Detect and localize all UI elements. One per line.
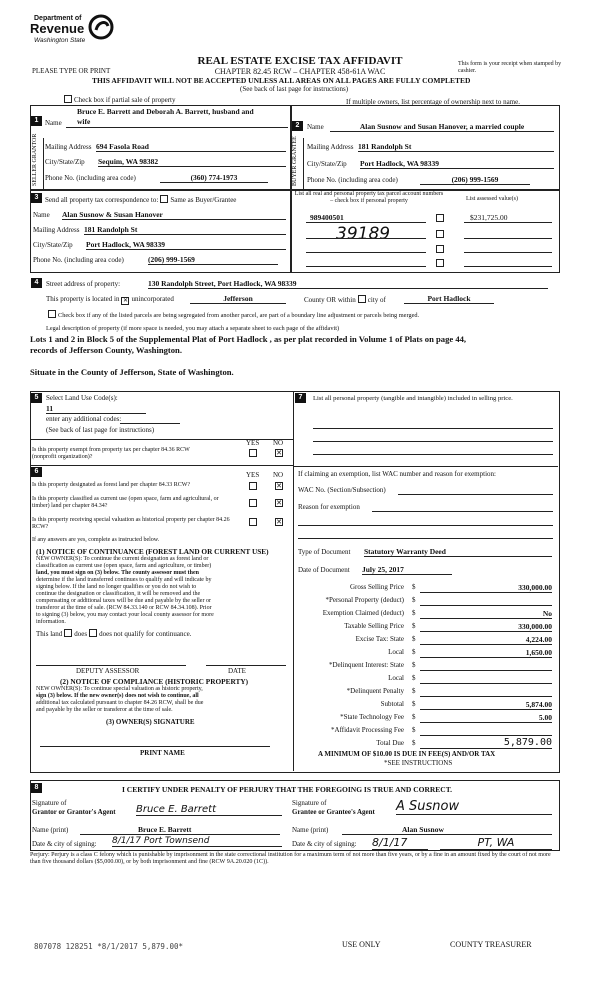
minimum-due-note: A MINIMUM OF $10.00 IS DUE IN FEE(S) AND/OR TAX — [318, 750, 496, 758]
exempt-no-checkbox[interactable]: ✕ — [276, 449, 282, 457]
fee-dollar: $ — [412, 674, 416, 682]
current-use-yes-checkbox[interactable] — [249, 499, 257, 507]
logo-dept-line: Department of — [34, 15, 82, 22]
document-date-label: Date of Document — [298, 566, 350, 574]
seller-mailing-label: Mailing Address — [45, 143, 92, 151]
same-as-buyer-checkbox[interactable] — [160, 195, 168, 203]
parcel-3-personal-checkbox[interactable] — [436, 245, 444, 253]
deputy-assessor-label: DEPUTY ASSESSOR — [76, 667, 140, 675]
parcel-4-personal-checkbox[interactable] — [436, 259, 444, 267]
historical-no-checkbox[interactable]: ✕ — [276, 518, 282, 526]
seller-city-value: Sequim, WA 98382 — [98, 157, 286, 167]
see-back-note: (See back of last page for instructions) — [240, 85, 349, 93]
fee-label-personal-property: *Personal Property (deduct) — [325, 596, 404, 604]
fee-dollar: $ — [412, 648, 416, 656]
seller-phone-value: (360) 774-1973 — [160, 173, 268, 183]
partial-sale-label: Check box if partial sale of property — [74, 96, 176, 104]
buyer-mailing-value: 181 Randolph St — [358, 142, 554, 152]
tax-phone-label: Phone No. (including area code) — [33, 256, 124, 264]
current-use-question: Is this property classified as current use (open space, farm and agricultural, or timber) land per chapter 84.34? — [32, 496, 219, 509]
fee-dollar: $ — [412, 687, 416, 695]
fee-value-exemption: No — [420, 609, 552, 619]
grantee-date: 8/1/17 — [372, 836, 428, 850]
s6-no-header: NO — [273, 471, 284, 479]
section-number-5: 5 — [31, 393, 42, 403]
grantee-name-value: Alan Susnow — [342, 825, 552, 835]
fee-label-interest-state: *Delinquent Interest: State — [328, 661, 404, 669]
fee-value-gross: 330,000.00 — [420, 583, 552, 593]
grantor-sig-label-1: Signature of — [32, 799, 67, 807]
notice-continuance-text: NEW OWNER(S): To continue the current designation as forest land or classification as current use (open space, farm and agriculture, or timber) land, you must sign on (3) below. The county assessor must then determine if the land transferred continues to qualify and will indicate by signing below. If the land no longer qualifies or you do not wish to continue the designation or classification, it will be removed and the compensating or additional taxes will be due and payable by the seller or transferor at the time of sale. (RCW 84.33.140 or RCW 84.34.108). Prior to signing (3) below, you may contact your local county assessor for more information. — [36, 556, 214, 625]
fee-label-excise-state: Excise Tax: State — [355, 635, 404, 643]
exemption-claim-label: If claiming an exemption, list WAC number and reason for exemption: — [298, 470, 496, 478]
city-of-checkbox[interactable] — [358, 295, 366, 303]
fee-dollar: $ — [412, 661, 416, 669]
certify-statement: I CERTIFY UNDER PENALTY OF PERJURY THAT THE FOREGOING IS TRUE AND CORRECT. — [122, 785, 453, 794]
notice-compliance-text: NEW OWNER(S): To continue special valuation as historic property, sign (3) below. If the new owner(s) does not wish to continue, all additional tax calculated pursuant to chapter 84.26 RCW, shall be due and payable by the seller or transferor at the time of sale. — [36, 686, 204, 713]
situate-line: Situate in the County of Jefferson, State of Washington. — [30, 367, 234, 377]
grantor-signature: Bruce E. Barrett — [136, 804, 282, 816]
fee-dollar: $ — [412, 713, 416, 721]
logo-state: Washington State — [34, 37, 86, 44]
exempt-yes-checkbox[interactable] — [249, 449, 257, 457]
reason-label: Reason for exemption — [298, 503, 360, 511]
assessed-value-1: $231,725.00 — [470, 213, 508, 222]
buyer-name-label: Name — [307, 123, 324, 131]
fee-dollar: $ — [412, 700, 416, 708]
seller-phone-label: Phone No. (including area code) — [45, 174, 136, 182]
seller-mailing-value: 694 Fasola Road — [96, 142, 286, 152]
city-value: Port Hadlock — [404, 294, 494, 304]
if-yes-note: If any answers are yes, complete as instructed below. — [32, 537, 160, 543]
tax-mailing-value: 181 Randolph St — [84, 225, 286, 235]
fee-value-processing — [420, 726, 552, 736]
fee-label-gross: Gross Selling Price — [349, 583, 404, 591]
fee-dollar: $ — [412, 596, 416, 604]
see-instructions-note: *SEE INSTRUCTIONS — [384, 759, 453, 767]
fee-label-penalty: *Delinquent Penalty — [346, 687, 404, 695]
fee-value-subtotal: 5,874.00 — [420, 700, 552, 710]
form-chapter: CHAPTER 82.45 RCW – CHAPTER 458-61A WAC — [214, 67, 386, 76]
grantor-name-value: Bruce E. Barrett — [80, 825, 280, 835]
tax-name-value: Alan Susnow & Susan Hanover — [62, 210, 286, 220]
seller-name-line2: wife — [77, 117, 91, 126]
section-number-2: 2 — [292, 121, 303, 131]
personal-property-label: List all personal property (tangible and intangible) included in selling price. — [313, 395, 513, 402]
fee-label-exemption: Exemption Claimed (deduct) — [322, 609, 404, 617]
logo-revenue: Revenue — [30, 21, 85, 36]
document-date-value: July 25, 2017 — [362, 565, 452, 575]
please-type: PLEASE TYPE OR PRINT — [32, 67, 111, 75]
grantee-signature: A Susnow — [396, 799, 552, 815]
current-use-no-checkbox[interactable]: ✕ — [276, 499, 282, 507]
fee-dollar: $ — [412, 635, 416, 643]
section-number-7: 7 — [295, 393, 306, 403]
buyer-mailing-label: Mailing Address — [307, 143, 354, 151]
grantor-date-city: 8/1/17 Port Townsend — [112, 836, 282, 847]
grantor-name-label: Name (print) — [32, 826, 69, 834]
forest-yes-checkbox[interactable] — [249, 482, 257, 490]
grantee-city: PT, WA — [440, 836, 552, 850]
document-type-value: Statutory Warranty Deed — [364, 547, 552, 557]
legal-description-label: Legal description of property (if more space is needed, you may attach a separate sheet to each page of the affidavit) — [46, 325, 340, 332]
form-title: REAL ESTATE EXCISE TAX AFFIDAVIT — [197, 55, 403, 67]
grantee-sig-label-2: Grantee or Grantee's Agent — [292, 808, 375, 816]
assessed-value-header: List assessed value(s) — [466, 196, 518, 202]
grantor-sig-label-2: Grantor or Grantor's Agent — [32, 808, 116, 816]
unincorporated-checkbox[interactable]: ✕ — [122, 298, 128, 304]
fee-value-penalty — [420, 687, 552, 697]
segregate-row: Check box if any of the listed parcels are being segregated from another parcel, are part of a boundary line adjustment or parcels being merged. — [46, 310, 419, 320]
partial-sale-checkbox[interactable] — [64, 95, 72, 103]
multiple-owners-note: If multiple owners, list percentage of ownership next to name. — [346, 98, 520, 106]
does-not-qualify-checkbox[interactable] — [89, 629, 97, 637]
s6-yes-header: YES — [246, 471, 260, 479]
buyer-phone-label: Phone No. (including area code) — [307, 176, 398, 184]
handwritten-parcel-note: 39189 — [336, 224, 391, 244]
buyer-city-value: Port Hadlock, WA 98339 — [360, 159, 554, 169]
section-number-6: 6 — [31, 467, 42, 477]
grantee-sig-label-1: Signature of — [292, 799, 327, 807]
s5-no-header: NO — [273, 439, 284, 447]
s5-yes-header: YES — [246, 439, 260, 447]
buyer-phone-value: (206) 999-1569 — [420, 175, 530, 185]
partial-sale-checkbox-row — [62, 95, 175, 105]
document-type-label: Type of Document — [298, 548, 351, 556]
section-number-1: 1 — [31, 116, 42, 126]
fee-value-taxable: 330,000.00 — [420, 622, 552, 632]
fee-value-excise-state: 4,224.00 — [420, 635, 552, 645]
continuance-row: This land does does not qualify for continuance. — [36, 630, 192, 638]
county-treasurer-label: COUNTY TREASURER — [450, 940, 532, 949]
cashier-stamp: 807078 128251 *8/1/2017 5,879.00* — [34, 942, 184, 951]
logo-swirl-icon — [88, 14, 114, 40]
buyer-name-value: Alan Susnow and Susan Hanover, a married couple — [330, 122, 554, 132]
tax-city-label: City/State/Zip — [33, 241, 73, 249]
tax-city-value: Port Hadlock, WA 98339 — [86, 240, 286, 250]
section-number-8: 8 — [31, 783, 42, 793]
parcel-2-personal-checkbox[interactable] — [436, 230, 444, 238]
fee-label-excise-local: Local — [388, 648, 404, 656]
acceptance-warning: THIS AFFIDAVIT WILL NOT BE ACCEPTED UNLESS ALL AREAS ON ALL PAGES ARE FULLY COMPLETED — [92, 76, 471, 85]
county-or-label: County OR within city of — [304, 296, 386, 304]
historical-yes-checkbox[interactable] — [249, 518, 257, 526]
does-qualify-checkbox[interactable] — [64, 629, 72, 637]
fee-label-technology: *State Technology Fee — [340, 713, 404, 721]
additional-codes-label: enter any additional codes: — [46, 415, 122, 423]
section-number-3: 3 — [31, 193, 42, 203]
tax-mailing-label: Mailing Address — [33, 226, 80, 234]
wac-label: WAC No. (Section/Subsection) — [298, 486, 386, 494]
fee-dollar: $ — [412, 726, 416, 734]
land-use-value: 11 — [46, 404, 146, 414]
street-address-value: 130 Randolph Street, Port Hadlock, WA 98339 — [148, 279, 548, 289]
send-correspondence-label: Send all property tax correspondence to: Same as Buyer/Grantee — [45, 196, 237, 204]
located-label: This property is located in ✕ unincorporated — [46, 295, 174, 304]
fee-label-taxable: Taxable Selling Price — [344, 622, 404, 630]
owner-signature-label: (3) OWNER(S) SIGNATURE — [106, 718, 195, 726]
forest-land-question: Is this property designated as forest land per chapter 84.33 RCW? — [32, 482, 191, 488]
seller-name-label: Name — [45, 119, 62, 127]
exempt-question: Is this property exempt from property tax per chapter 84.36 RCW (nonprofit organization)? — [32, 447, 190, 460]
forest-no-checkbox[interactable]: ✕ — [276, 482, 282, 490]
fee-label-processing: *Affidavit Processing Fee — [331, 726, 404, 734]
buyer-city-label: City/State/Zip — [307, 160, 347, 168]
notice-compliance-title: (2) NOTICE OF COMPLIANCE (HISTORIC PROPERTY) — [60, 677, 249, 686]
grantee-date-label: Date & city of signing: — [292, 840, 357, 848]
buyer-side-label: BUYER GRANTEE — [292, 136, 298, 186]
use-only-label: USE ONLY — [342, 940, 381, 949]
tax-name-label: Name — [33, 211, 50, 219]
notice-continuance-title: (1) NOTICE OF CONTINUANCE (FOREST LAND OR CURRENT USE) — [36, 547, 269, 556]
legal-description-line1: Lots 1 and 2 in Block 5 of the Supplemental Plat of Port Hadlock , as per plat recorded in Volume 1 of Plats on page 44, — [30, 334, 467, 344]
fee-dollar: $ — [412, 739, 416, 747]
tax-phone-value: (206) 999-1569 — [148, 255, 278, 265]
fee-value-technology: 5.00 — [420, 713, 552, 723]
fee-label-subtotal: Subtotal — [380, 700, 404, 708]
fee-dollar: $ — [412, 622, 416, 630]
segregate-checkbox[interactable] — [48, 310, 56, 318]
section-number-4: 4 — [31, 278, 42, 288]
parcel-list-header: List all real and personal property tax parcel account numbers – check box if personal property — [294, 191, 444, 204]
revenue-logo — [30, 14, 120, 48]
parcel-number-1: 989400501 — [310, 213, 344, 222]
fee-dollar: $ — [412, 609, 416, 617]
fee-value-interest-state — [420, 661, 552, 671]
fee-value-interest-local — [420, 674, 552, 684]
grantor-date-label: Date & city of signing: — [32, 840, 97, 848]
fee-value-excise-local: 1,650.00 — [420, 648, 552, 658]
seller-name-line1: Bruce E. Barrett and Deborah A. Barrett, husband and — [77, 107, 254, 116]
legal-description-line2: records of Jefferson County, Washington. — [30, 345, 182, 355]
seller-side-label: SELLER GRANTOR — [32, 133, 38, 186]
grantee-name-label: Name (print) — [292, 826, 329, 834]
land-use-label: Select Land Use Code(s): — [46, 394, 118, 402]
fee-value-total: 5,879.00 — [420, 737, 552, 749]
fee-value-personal-property — [420, 596, 552, 606]
fee-dollar: $ — [412, 583, 416, 591]
fee-label-interest-local: Local — [388, 674, 404, 682]
perjury-note: Perjury: Perjury is a class C felony which is punishable by imprisonment in the state correctional institution for a maximum term of not more than five years, or by a fine in an amount fixed by the court of not more than five thousand dollars ($5,000.00), or by both imprisonment and fine (RCW 9A.20.020 (1C)). — [30, 852, 551, 865]
parcel-1-personal-checkbox[interactable] — [436, 214, 444, 222]
fee-label-total: Total Due — [376, 739, 404, 747]
historical-question: Is this property receiving special valuation as historical property per chapter 84.26 RCW? — [32, 517, 230, 530]
seller-city-label: City/State/Zip — [45, 158, 85, 166]
county-value: Jefferson — [190, 294, 286, 304]
street-address-label: Street address of property: — [46, 280, 121, 288]
receipt-note: This form is your receipt when stamped by cashier. — [458, 61, 562, 74]
land-use-see-back: (See back of last page for instructions) — [46, 426, 155, 434]
assessor-date-label: DATE — [228, 667, 246, 675]
print-name-label: PRINT NAME — [140, 749, 185, 757]
